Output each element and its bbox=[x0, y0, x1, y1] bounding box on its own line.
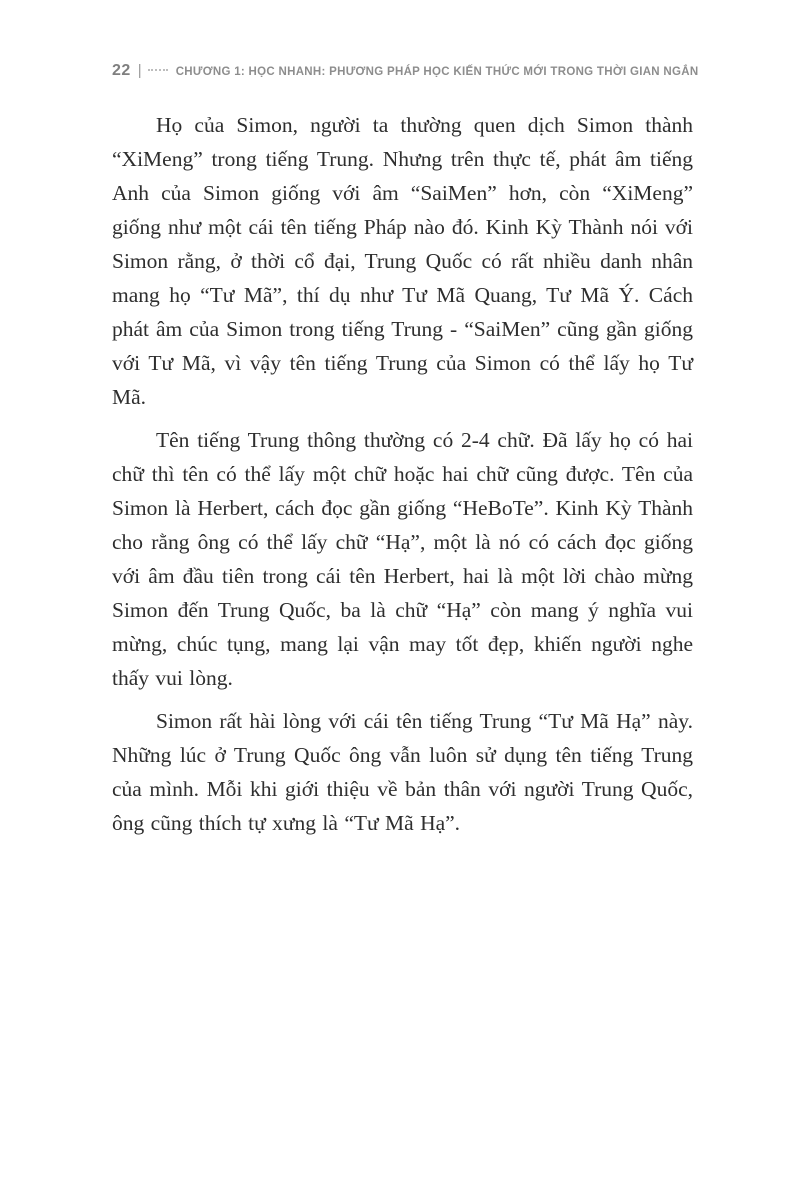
paragraph-3: Simon rất hài lòng với cái tên tiếng Trung “Tư Mã Hạ” này. Những lúc ở Trung Quốc ông vẫn luôn sử dụng tên tiếng Trung của mình. Mỗi khi giới thiệu về bản thân với người Trung Quốc, ông cũng thích tự xưng là “Tư Mã Hạ”. bbox=[112, 709, 693, 835]
header-dotted-leader bbox=[148, 69, 168, 71]
running-header bbox=[112, 62, 699, 80]
page-body bbox=[112, 108, 693, 840]
paragraph-2: Tên tiếng Trung thông thường có 2-4 chữ. Đã lấy họ có hai chữ thì tên có thể lấy một chữ hoặc hai chữ cũng được. Tên của Simon là Herbert, cách đọc gần giống “HeBoTe”. Kinh Kỳ Thành cho rằng ông có thể lấy chữ “Hạ”, một là nó có cách đọc giống với âm đầu tiên trong cái tên Herbert, hai là một lời chào mừng Simon đến Trung Quốc, ba là chữ “Hạ” còn mang ý nghĩa vui mừng, chúc tụng, mang lại vận may tốt đẹp, khiến người nghe thấy vui lòng. bbox=[112, 428, 693, 690]
paragraph-1: Họ của Simon, người ta thường quen dịch Simon thành “XiMeng” trong tiếng Trung. Nhưng trên thực tế, phát âm tiếng Anh của Simon giống với âm “SaiMen” hơn, còn “XiMeng” giống như một cái tên tiếng Pháp nào đó. Kinh Kỳ Thành nói với Simon rằng, ở thời cổ đại, Trung Quốc có rất nhiều danh nhân mang họ “Tư Mã”, thí dụ như Tư Mã Quang, Tư Mã Ý. Cách phát âm của Simon trong tiếng Trung - “SaiMen” cũng gần giống với Tư Mã, vì vậy tên tiếng Trung của Simon có thể lấy họ Tư Mã. bbox=[112, 113, 693, 409]
page-number: 22 bbox=[112, 62, 131, 79]
chapter-title: CHƯƠNG 1: HỌC NHANH: PHƯƠNG PHÁP HỌC KIẾN THỨC MỚI TRONG THỜI GIAN NGẮN bbox=[175, 66, 699, 78]
header-divider: | bbox=[137, 62, 142, 79]
